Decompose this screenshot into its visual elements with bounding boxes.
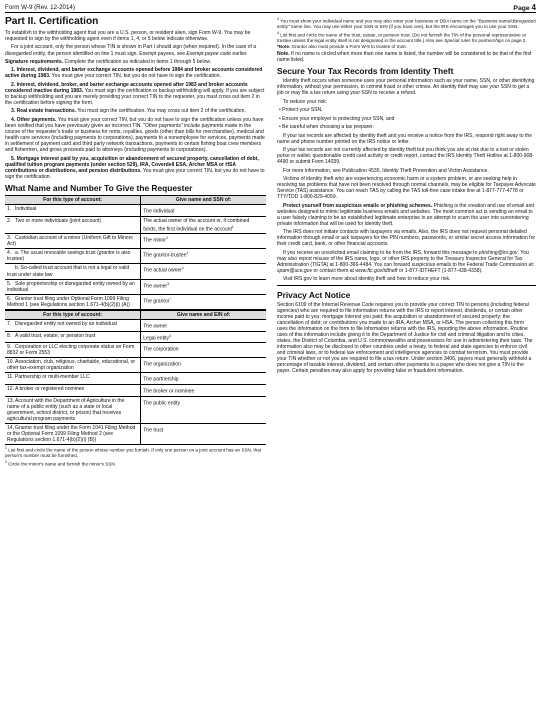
bullet-item: • Protect your SSN, [279,107,323,114]
bullet-item: • Be careful when choosing a tax preparer. [279,124,374,131]
account-type-cell: 13.Account with the Department of Agriculture in the name of a public entity (such as a state or local government, school district, or prison) that receives agricultural program payments [5,396,141,423]
item-3: 3. Real estate transactions. You must sign the certification. You may cross out item 2 of the certification. [11,108,246,115]
paragraph: To reduce your risk: [283,98,328,105]
table-row [5,343,266,358]
account-type-cell: 6. Grantor trust filing under Optional Form 1099 Filing Method 1 (see Regulations section 1.671-4(b)(2)(i) (A)) [5,294,141,309]
bullet-item: • Ensure your employer is protecting your SSN, and [279,115,395,122]
account-type-cell: 10.Association, club, religious, charitable, educational, or other tax-exempt organization [5,358,141,373]
table-row [5,319,266,331]
give-name-cell: The broker or nominee [141,385,266,397]
give-name-cell: The partnership [141,373,266,385]
give-name-cell: The individual [141,204,266,216]
right-column [277,16,536,377]
paragraph: Identity theft occurs when someone uses your personal information such as your name, SSN, or other identifying information, without your permission, to commit fraud or other crimes. An identity thief may use your SSN to get a job or may file a tax return using your SSN to receive a refund. [277,78,535,97]
item-1: 1. Interest, dividend, and barter exchange accounts opened before 1984 and broker accounts considered active during 1983. You must give your correct TIN, but you do not have to sign the certification. [5,67,263,80]
item-4: 4. Other payments. You must give your correct TIN, but you do not have to sign the certification unless you have been notified that you have previously given an incorrect TIN. "Other payments" include payments made in the course of the requester's trade or business for rents, royalties, goods (other than bills for merchandise), medical and health care services (including payments to corporations), payments to a nonemployee for services, payments made in settlement of payment card and third party network transactions, payments to certain fishing boat crew members and fishermen, and gross proceeds paid to attorneys (including payments to corporations). [5,116,265,154]
note-paragraph: Note. If no name is circled when more than one name is listed, the number will be considered to be that of the first name listed. [277,51,532,64]
paragraph: To establish to the withholding agent that you are a U.S. person, or resident alien, sign Form W-9. You may be requested to sign by the withholding agent even if items 1, 4, or 5 below indicate otherwise. [5,30,251,43]
account-type-cell: 2. Two or more individuals (joint account) [5,216,141,234]
give-name-cell: The grantor* [141,294,266,309]
table-row [5,385,266,397]
paragraph: Victims of identity theft who are experiencing economic harm or a system problem, or are seeking help in resolving tax problems that have not been resolved through normal channels, may be eligible for Taxpayer Advocate Service (TAS) assistance. You can reach TAS by calling the TAS toll-free case intake line at 1-877-777-4778 or TTY/TDD 1-800-829-4059. [277,176,536,201]
table-row [5,396,266,423]
table-row [5,294,266,309]
table-row [5,358,266,373]
account-type-cell: 11.Partnership or multi-member LLC [5,373,141,385]
paragraph: Signature requirements. Complete the certification as indicated in items 1 through 5 below. [5,58,212,65]
page-header [5,2,536,12]
account-type-cell: 9. Corporation or LLC electing corporate status on Form 8832 or Form 2553 [5,343,141,358]
footnote-1: $^1$ List first and circle the name of the person whose number you furnish. If only one person on a joint account has an SSN, that person's number must be furnished. [5,446,262,459]
paragraph: Section 6109 of the Internal Revenue Code requires you to provide your correct TIN to persons (including federal agencies) who are required to file information returns with the IRS to report interest, dividends, or certain other income paid to you; mortgage interest you paid; the acquisition or abandonment of secured property; the cancellation of debt; or contributions you made to an IRA, Archer MSA, or HSA. The person collecting this form uses the information on the form to file information returns with the IRS, reporting the above information. Routine uses of this information include giving it to the Department of Justice for civil and criminal litigation and to cities, states, the District of Columbia, and U.S. commonwealths and possessions for use in administering their laws. The information also may be disclosed to other countries under a treaty, to federal and state agencies to enforce civil and criminal laws, or to federal law enforcement and intelligence agencies to combat terrorism. You must provide your TIN whether or not you are required to file a tax return. Under section 3406, payers must generally withhold a percentage of taxable interest, dividend, and certain other payments to a payee who does not give a TIN to the payer. Certain penalties may also apply for providing false or fraudulent information. [277,301,533,375]
item-5: 5. Mortgage interest paid by you, acquisition or abandonment of secured property, cancellation of debt, qualified tuition program payments (under section 529), IRA, Coverdell ESA, Archer MSA or HSA contributions or distributions, and pension distributions. You must give your correct TIN, but you do not have to sign the certification. [5,155,265,180]
footnote-3: $^3$ You must show your individual name and you may also enter your business or DBA name on the "Business name/disregarded entity" name line. You may use either your SSN or EIN (if you have one), but the IRS encourages you to use your SSN. [277,17,536,30]
paragraph: If your tax records are not currently affected by identity theft but you think you are at risk due to a lost or stolen purse or wallet, questionable credit card activity or credit report, contact the IRS Identity Theft Hotline at 1-800-908-4490 or submit Form 14039. [277,147,534,166]
give-name-cell: The actual owner of the account or, if combined funds, the first individual on the account$^1$ [141,216,266,234]
footnote-4: $^4$ List first and circle the name of the trust, estate, or pension trust. (Do not furnish the TIN of the personal representative or trustee unless the legal entity itself is not designated in the account title.) Also see Special rules for partnerships on page 2. [277,30,527,43]
table-row [5,234,266,249]
table-row [5,249,266,264]
give-name-cell: The owner [141,319,266,331]
table-row [5,331,266,343]
table-row [5,424,266,445]
table-header: Give name and EIN of: [141,310,266,319]
account-type-cell: 12.A broker or registered nominee [5,385,141,397]
paragraph: The IRS does not initiate contacts with taxpayers via emails. Also, the IRS does not request personal detailed information through email or ask taxpayers for the PIN numbers, passwords, or similar secret access information for their credit card, bank, or other financial accounts. [277,229,536,248]
section-title-identity-theft: Secure Your Tax Records from Identity Theft [277,66,454,77]
account-type-cell: 3. Custodian account of a minor (Uniform Gift to Minors Act) [5,234,141,249]
account-type-cell: 8. A valid trust, estate, or pension trust [5,331,141,343]
footnote-note: *Note. Grantor also must provide a Form W-9 to trustee of trust. [277,44,407,50]
table-header: For this type of account: [5,310,141,319]
table-row [5,373,266,385]
give-name-cell: The grantor-trustee$^1$ [141,249,266,264]
header-rule [5,12,536,13]
table-row [5,264,266,279]
account-type-cell: b. So-called trust account that is not a legal or valid trust under state law [5,264,141,279]
account-type-cell: 7. Disregarded entity not owned by an individual [5,319,141,331]
paragraph: For more information, see Publication 4535, Identity Theft Prevention and Victim Assistance. [283,167,489,174]
section-rule [277,285,536,286]
section-title-privacy: Privacy Act Notice [277,289,351,300]
table-row [5,216,266,234]
account-type-cell: 5. Sole proprietorship or disregarded entity owned by an individual [5,279,141,294]
give-name-cell: The corporation [141,343,266,358]
ein-table [5,310,266,445]
paragraph: Protect yourself from suspicious emails or phishing schemes. Phishing is the creation and use of email and websites designed to mimic legitimate business emails and websites. The most common act is sending an email to a user falsely claiming to be an established legitimate enterprise in an attempt to scam the user into surrendering private information that will be used for identity theft. [277,202,535,227]
table-header: Give name and SSN of: [141,195,266,204]
form-id: Form W-9 (Rev. 12-2014) [5,3,75,11]
give-name-cell: The organization [141,358,266,373]
page-number: Page 4 [513,2,536,12]
table-row [5,204,266,216]
paragraph: For a joint account, only the person whose TIN is shown in Part I should sign (when required). In the case of a disregarded entity, the person identified on line 1 must sign. Exempt payees, see Exempt payee code earlier. [5,44,257,57]
give-name-cell: The public entity [141,396,266,423]
give-name-cell: Legal entity$^4$ [141,331,266,343]
paragraph: Visit IRS.gov to learn more about identity theft and how to reduce your risk. [283,276,451,283]
item-2: 2. Interest, dividend, broker, and barter exchange accounts opened after 1983 and broker accounts considered inactive during 1983. You must sign the certification or backup withholding will apply. If you are subject to backup withholding and you are merely providing your correct TIN to the requester, you must cross out item 2 in the certification before signing the form. [5,81,265,107]
table-header: For this type of account: [5,195,141,204]
paragraph: If your tax records are affected by identity theft and you receive a notice from the IRS, respond right away to the name and phone number printed on the IRS notice or letter. [277,132,533,145]
section-title-certification: Part II. Certification [5,16,99,27]
ssn-table [5,195,266,310]
footnote-2: $^2$ Circle the minor's name and furnish the minor's SSN. [5,459,116,467]
give-name-cell: The trust [141,424,266,445]
table-row [5,279,266,294]
give-name-cell: The actual owner$^1$ [141,264,266,279]
section-title-name-number: What Name and Number To Give the Requester [5,182,193,193]
account-type-cell: 4. a. The usual revocable savings trust (grantor is also trustee) [5,249,141,264]
give-name-cell: The minor$^2$ [141,234,266,249]
paragraph: If you receive an unsolicited email claiming to be from the IRS, forward this message to phishing@irs.gov. You may also report misuse of the IRS name, logo, or other IRS property to the Treasury Inspector General for Tax Administration (TIGTA) at 1-800-366-4484. You can forward suspicious emails to the Federal Trade Commission at: spam@uce.gov or contact them at www.ftc.gov/idtheft or 1-877-IDTHEFT (1-877-438-4338). [277,249,535,275]
give-name-cell: The owner$^3$ [141,279,266,294]
left-column [5,16,266,468]
account-type-cell: 1. Individual [5,204,141,216]
account-type-cell: 14.Grantor trust filing under the Form 1041 Filing Method or the Optional Form 1099 Filing Method 2 (see Regulations section 1.671-4(b)(2)(i) (B)) [5,424,141,445]
